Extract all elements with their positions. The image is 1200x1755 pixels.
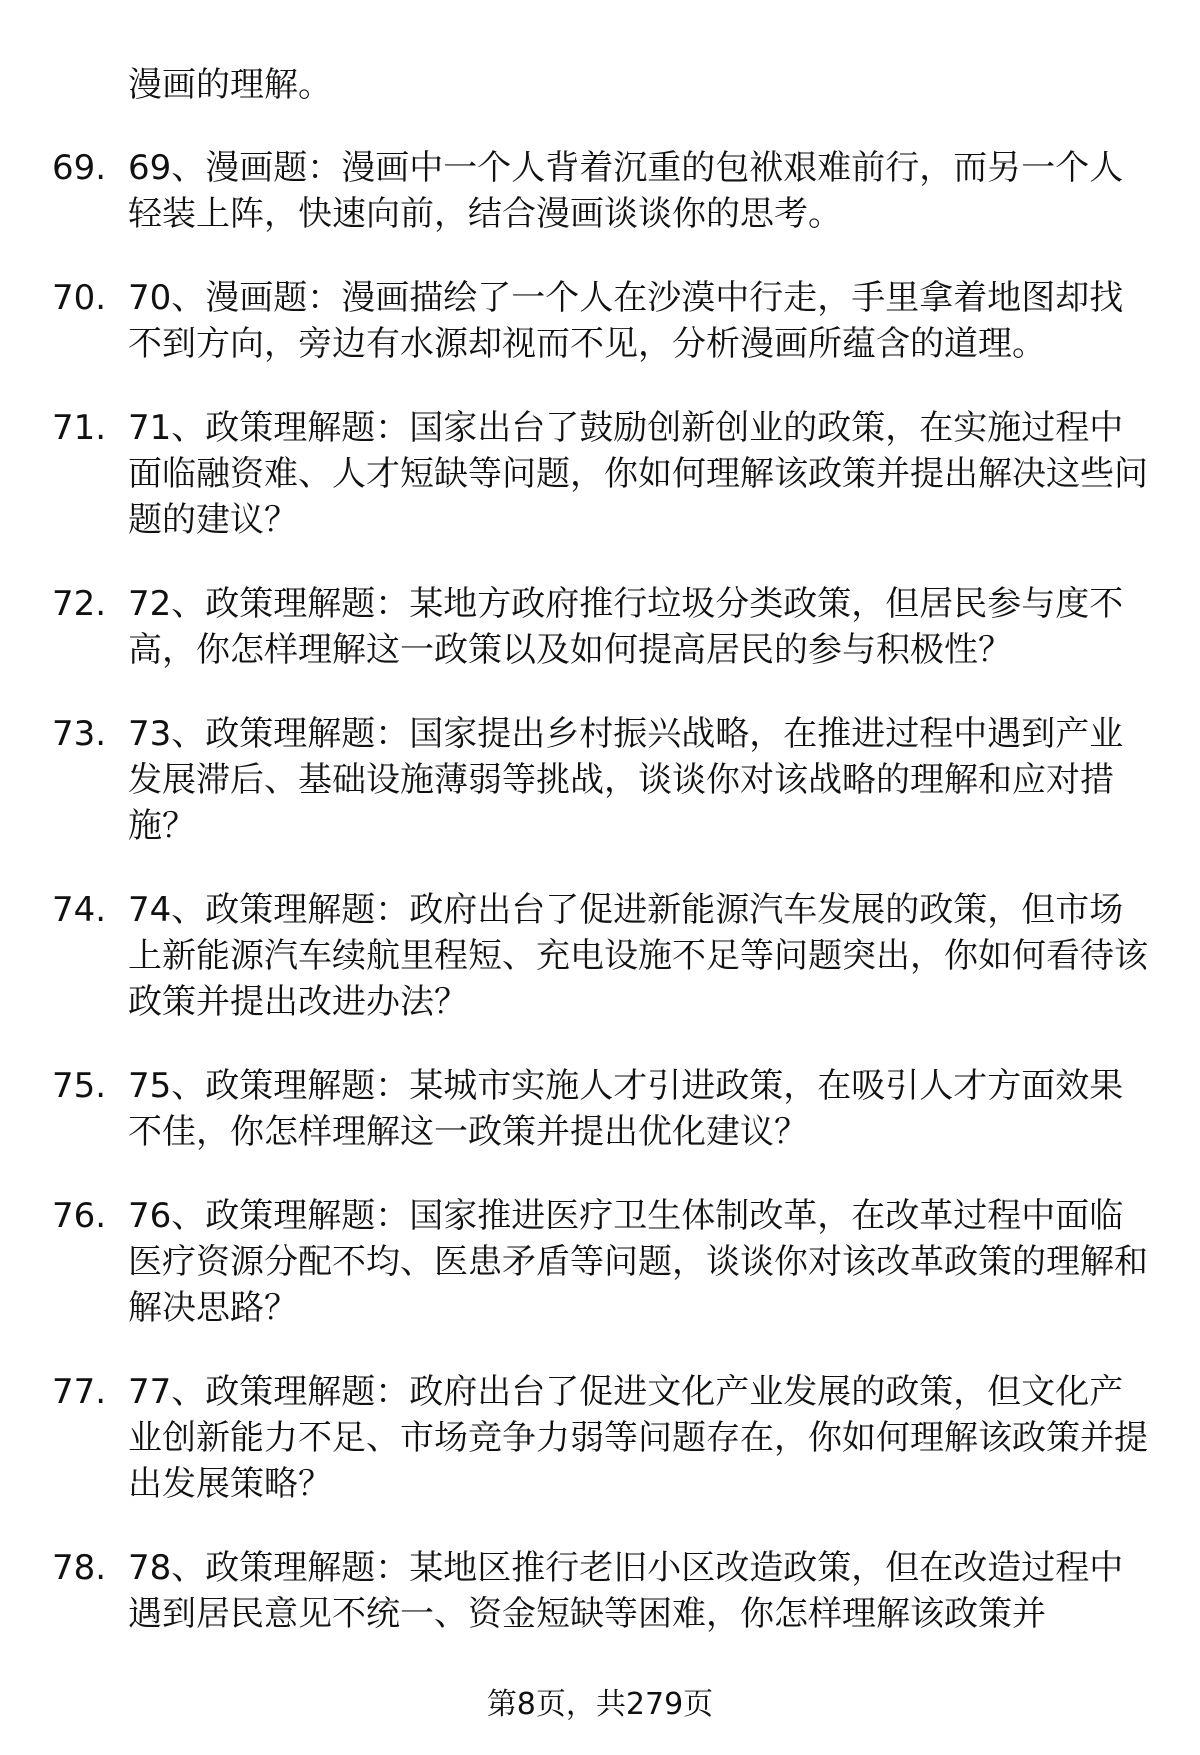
question-number: 72. — [52, 584, 107, 624]
question-number: 76. — [52, 1196, 107, 1236]
question-item — [0, 711, 1200, 849]
question-item — [0, 1063, 1200, 1155]
question-number: 69. — [52, 148, 107, 188]
question-text: 71、政策理解题：国家出台了鼓励创新创业的政策，在实施过程中面临融资难、人才短缺等问题，你如何理解该政策并提出解决这些问题的建议？ — [128, 408, 1148, 540]
question-text: 72、政策理解题：某地方政府推行垃圾分类政策，但居民参与度不高，你怎样理解这一政策以及如何提高居民的参与积极性？ — [128, 584, 1124, 670]
question-number: 74. — [52, 890, 107, 930]
question-item — [0, 405, 1200, 543]
question-item — [0, 1193, 1200, 1331]
question-text: 74、政策理解题：政府出台了促进新能源汽车发展的政策，但市场上新能源汽车续航里程短、充电设施不足等问题突出，你如何看待该政策并提出改进办法？ — [128, 890, 1148, 1022]
question-item — [0, 887, 1200, 1025]
question-text: 76、政策理解题：国家推进医疗卫生体制改革，在改革过程中面临医疗资源分配不均、医患矛盾等问题，谈谈你对该改革政策的理解和解决思路？ — [128, 1196, 1148, 1328]
question-text: 73、政策理解题：国家提出乡村振兴战略，在推进过程中遇到产业发展滞后、基础设施薄弱等挑战，谈谈你对该战略的理解和应对措施？ — [128, 714, 1124, 846]
question-text: 70、漫画题：漫画描绘了一个人在沙漠中行走，手里拿着地图却找不到方向，旁边有水源却视而不见，分析漫画所蕴含的道理。 — [128, 278, 1124, 364]
question-number: 78. — [52, 1548, 107, 1588]
question-number: 71. — [52, 408, 107, 448]
question-number: 70. — [52, 278, 107, 318]
question-text: 69、漫画题：漫画中一个人背着沉重的包袱艰难前行，而另一个人轻装上阵，快速向前，结合漫画谈谈你的思考。 — [128, 148, 1124, 234]
question-item — [0, 1545, 1200, 1637]
question-item — [0, 145, 1200, 237]
question-number: 75. — [52, 1066, 107, 1106]
question-text: 75、政策理解题：某城市实施人才引进政策，在吸引人才方面效果不佳，你怎样理解这一政策并提出优化建议？ — [128, 1066, 1124, 1152]
page-footer: 第8页，共279页 — [486, 1687, 714, 1722]
question-number: 73. — [52, 714, 107, 754]
question-item — [0, 275, 1200, 367]
continuation-text: 漫画的理解。 — [128, 65, 332, 105]
question-item — [0, 1369, 1200, 1507]
question-item — [0, 581, 1200, 673]
question-list — [0, 145, 1200, 1675]
question-text: 78、政策理解题：某地区推行老旧小区改造政策，但在改造过程中遇到居民意见不统一、资金短缺等困难，你怎样理解该政策并 — [128, 1548, 1124, 1634]
question-number: 77. — [52, 1372, 107, 1412]
question-text: 77、政策理解题：政府出台了促进文化产业发展的政策，但文化产业创新能力不足、市场竞争力弱等问题存在，你如何理解该政策并提出发展策略？ — [128, 1372, 1148, 1504]
